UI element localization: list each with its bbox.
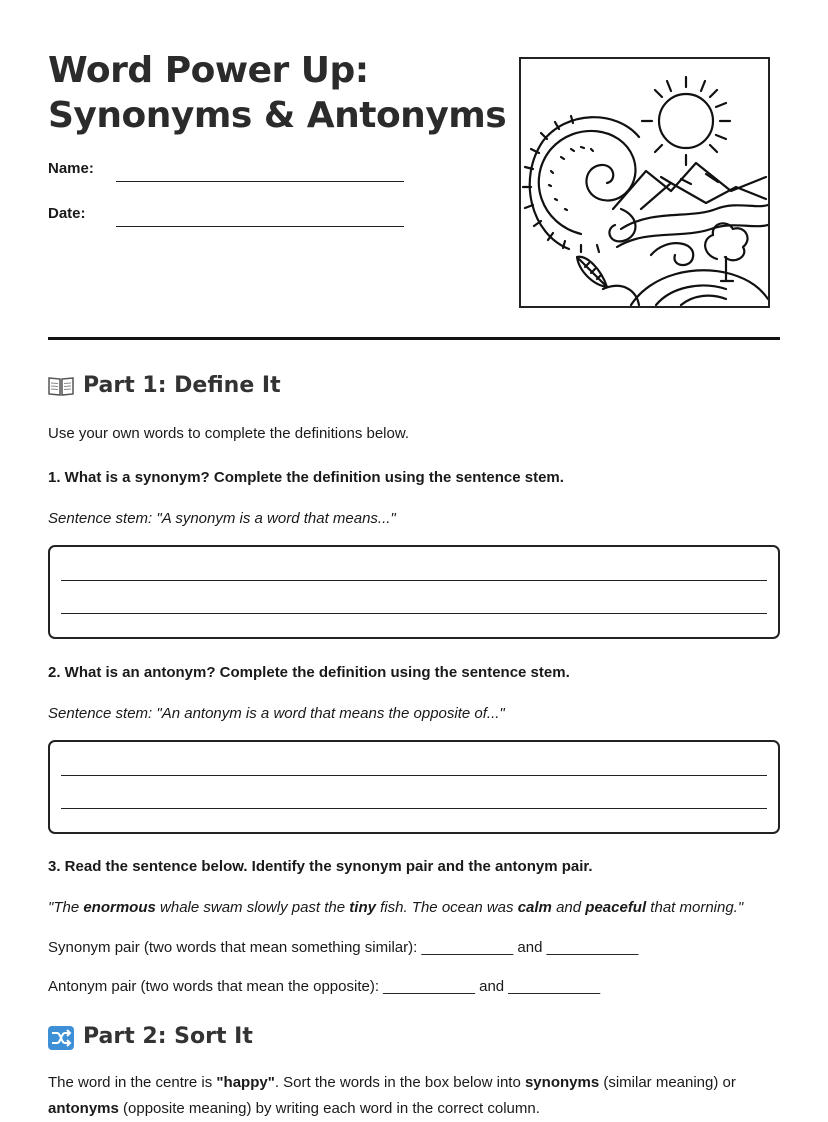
answer-line [61, 613, 767, 614]
spiral-swirl-icon [523, 116, 639, 252]
part1-heading-text: Part 1: Define It [83, 373, 281, 398]
sun-icon [642, 77, 730, 165]
part1-heading [48, 373, 281, 398]
example-sentence: "The enormous whale swam slowly past the tiny fish. The ocean was calm and peaceful that morning." [48, 899, 744, 916]
part2-instructions: The word in the centre is "happy". Sort the words in the box below into synonyms (similar meaning) or antonyms (opposite meaning) by writing each word in the correct column. [48, 1074, 736, 1117]
shuffle-icon [48, 1026, 74, 1048]
question-1-stem: Sentence stem: "A synonym is a word that means..." [48, 510, 396, 527]
landscape-illustration [519, 57, 770, 308]
part1-intro: Use your own words to complete the definitions below. [48, 425, 410, 442]
word-tiny: tiny [349, 899, 376, 916]
title-line-1: Word Power Up: [48, 50, 369, 91]
antonym-pair-prompt[interactable]: Antonym pair (two words that mean the opposite): ___________ and ___________ [48, 978, 601, 995]
open-book-icon [48, 375, 74, 397]
word-enormous: enormous [83, 899, 156, 916]
word-happy: "happy" [216, 1074, 275, 1091]
question-1: 1. What is a synonym? Complete the definition using the sentence stem. [48, 469, 564, 486]
tree-icon [705, 223, 747, 281]
name-label: Name: [48, 160, 94, 177]
name-write-line[interactable] [116, 181, 404, 182]
answer-line [61, 808, 767, 809]
answer-line [61, 580, 767, 581]
leaf-icon [577, 257, 607, 287]
title-line-2: Synonyms & Antonyms [48, 95, 507, 136]
question-2-stem: Sentence stem: "An antonym is a word that means the opposite of..." [48, 705, 505, 722]
question-2: 2. What is an antonym? Complete the definition using the sentence stem. [48, 664, 570, 681]
part2-heading [48, 1024, 253, 1049]
answer-box-2[interactable] [48, 740, 780, 834]
synonym-pair-prompt[interactable]: Synonym pair (two words that mean something similar): ___________ and ___________ [48, 939, 639, 956]
word-calm: calm [517, 899, 552, 916]
worksheet-title [48, 48, 506, 138]
question-3: 3. Read the sentence below. Identify the synonym pair and the antonym pair. [48, 858, 593, 875]
word-peaceful: peaceful [585, 899, 647, 916]
part2-heading-text: Part 2: Sort It [83, 1024, 253, 1049]
date-label: Date: [48, 205, 86, 222]
section-divider [48, 337, 780, 340]
answer-line [61, 775, 767, 776]
answer-box-1[interactable] [48, 545, 780, 639]
date-write-line[interactable] [116, 226, 404, 227]
